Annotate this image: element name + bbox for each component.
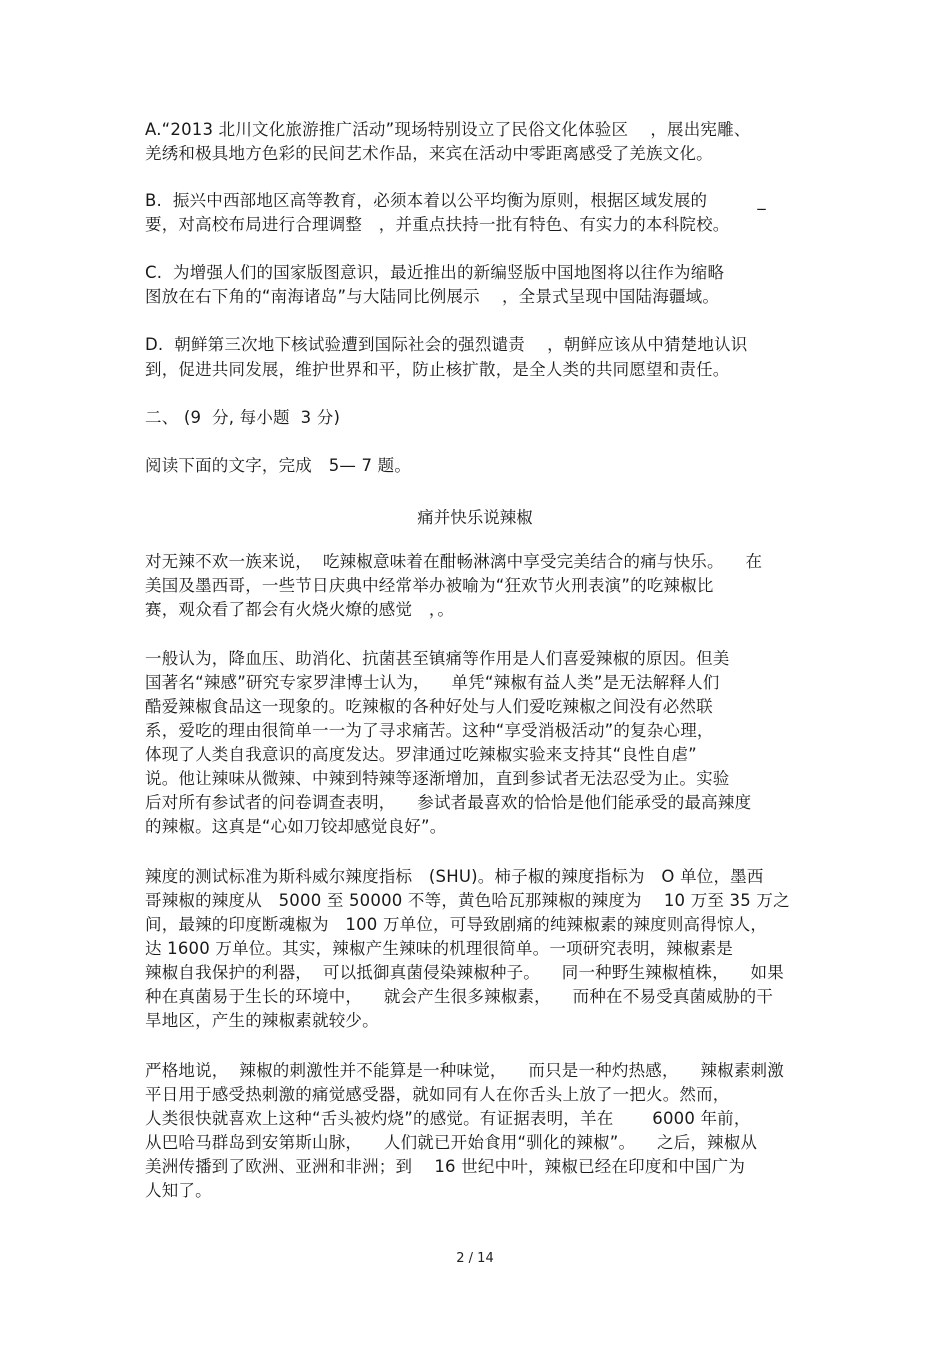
option-b-line-2: 要，对高校布局进行合理调整 ，并重点扶持一批有特色、有实力的本科院校。 xyxy=(145,215,730,234)
p2-line-4: 系，爱吃的理由很简单一一为了寻求痛苦。这种“享受消极活动”的复杂心理， xyxy=(145,721,714,740)
p4-line-5: 美洲传播到了欧洲、亚洲和非洲；到 16 世纪中叶，辣椒已经在印度和中国广为 xyxy=(145,1157,746,1176)
section-heading: 二、 (9 分, 每小题 3 分) xyxy=(145,408,341,427)
p3-line-3: 间，最辣的印度断魂椒为 100 万单位，可导致剧痛的纯辣椒素的辣度则高得惊人， xyxy=(145,915,768,934)
option-a-line-2: 羌绣和极具地方色彩的民间艺术作品，来宾在活动中零距离感受了羌族文化。 xyxy=(145,144,713,163)
p4-line-4: 从巴哈马群岛到安第斯山脉， 人们就已开始食用“驯化的辣椒”。 之后，辣椒从 xyxy=(145,1133,758,1152)
p3-line-6: 种在真菌易于生长的环境中， 就会产生很多辣椒素， 而种在不易受真菌威胁的干 xyxy=(145,987,774,1006)
page-number: 2 / 14 xyxy=(456,1251,494,1266)
p2-line-6: 说。他让辣味从微辣、中辣到特辣等逐渐增加，直到参试者无法忍受为止。实验 xyxy=(145,769,730,788)
option-c-line-2: 图放在右下角的“南海诸岛”与大陆同比例展示 ，全景式呈现中国陆海疆域。 xyxy=(145,287,720,306)
p2-line-3: 酷爱辣椒食品这一现象的。吃辣椒的各种好处与人们爱吃辣椒之间没有必然联 xyxy=(145,697,713,716)
p4-line-1: 严格地说， 辣椒的刺激性并不能算是一种味觉， 而只是一种灼热感， 辣椒素刺激 xyxy=(145,1061,784,1080)
p1-line-2: 美国及墨西哥，一些节日庆典中经常举办被喻为“狂欢节火刑表演”的吃辣椒比 xyxy=(145,576,714,595)
p2-line-7: 后对所有参试者的问卷调查表明， 参试者最喜欢的恰恰是他们能承受的最高辣度 xyxy=(145,793,752,812)
p3-line-1: 辣度的测试标准为斯科威尔辣度指标 (SHU)。柿子椒的辣度指标为 O 单位，墨西 xyxy=(145,867,764,886)
option-a-line-1: A.“2013 北川文化旅游推广活动”现场特别设立了民俗文化体验区 ，展出宪雕、 xyxy=(145,120,751,139)
p2-line-2: 国著名“辣感”研究专家罗津博士认为， 单凭“辣椒有益人类”是无法解释人们 xyxy=(145,673,720,692)
option-b-line-1: B. 振兴中西部地区高等教育，必须本着以公平均衡为原则，根据区域发展的 _ xyxy=(145,191,766,210)
p4-line-2: 平日用于感受热刺激的痛觉感受器，就如同有人在你舌头上放了一把火。然而， xyxy=(145,1085,730,1104)
p2-line-5: 体现了人类自我意识的高度发达。罗津通过吃辣椒实验来支持其“良性自虐” xyxy=(145,745,697,764)
p2-line-8: 的辣椒。这真是“心如刀铰却感觉良好”。 xyxy=(145,817,447,836)
p3-line-5: 辣椒自我保护的利器， 可以抵御真菌侵染辣椒种子。 同一种野生辣椒植株， 如果 xyxy=(145,963,784,982)
p2-line-1: 一般认为，降血压、助消化、抗菌甚至镇痛等作用是人们喜爱辣椒的原因。但美 xyxy=(145,649,730,668)
p1-line-3: 赛，观众看了都会有火烧火燎的感觉 ，。 xyxy=(145,600,455,619)
p3-line-4: 达 1600 万单位。其实，辣椒产生辣味的机理很简单。一项研究表明，辣椒素是 xyxy=(145,939,734,958)
option-c-line-1: C. 为增强人们的国家版图意识，最近推出的新编竖版中国地图将以往作为缩略 xyxy=(145,263,725,282)
p3-line-2: 哥辣椒的辣度从 5000 至 50000 不等，黄色哈瓦那辣椒的辣度为 10 万至 35 万之 xyxy=(145,891,790,910)
p3-line-7: 旱地区，产生的辣椒素就较少。 xyxy=(145,1011,379,1030)
option-d-line-2: 到，促进共同发展，维护世界和平，防止核扩散，是全人类的共同愿望和责任。 xyxy=(145,360,730,379)
p1-line-1: 对无辣不欢一族来说， 吃辣椒意味着在酣畅淋漓中享受完美结合的痛与快乐。 在 xyxy=(145,552,763,571)
option-d-line-1: D. 朝鲜第三次地下核试验遭到国际社会的强烈谴责 ，朝鲜应该从中猜楚地认识 xyxy=(145,335,748,354)
instruction-text: 阅读下面的文字，完成 5— 7 题。 xyxy=(145,456,412,475)
article-title: 痛并快乐说辣椒 xyxy=(417,508,533,527)
p4-line-6: 人知了。 xyxy=(145,1181,212,1200)
p4-line-3: 人类很快就喜欢上这种“舌头被灼烧”的感觉。有证据表明，羊在 6000 年前， xyxy=(145,1109,751,1128)
